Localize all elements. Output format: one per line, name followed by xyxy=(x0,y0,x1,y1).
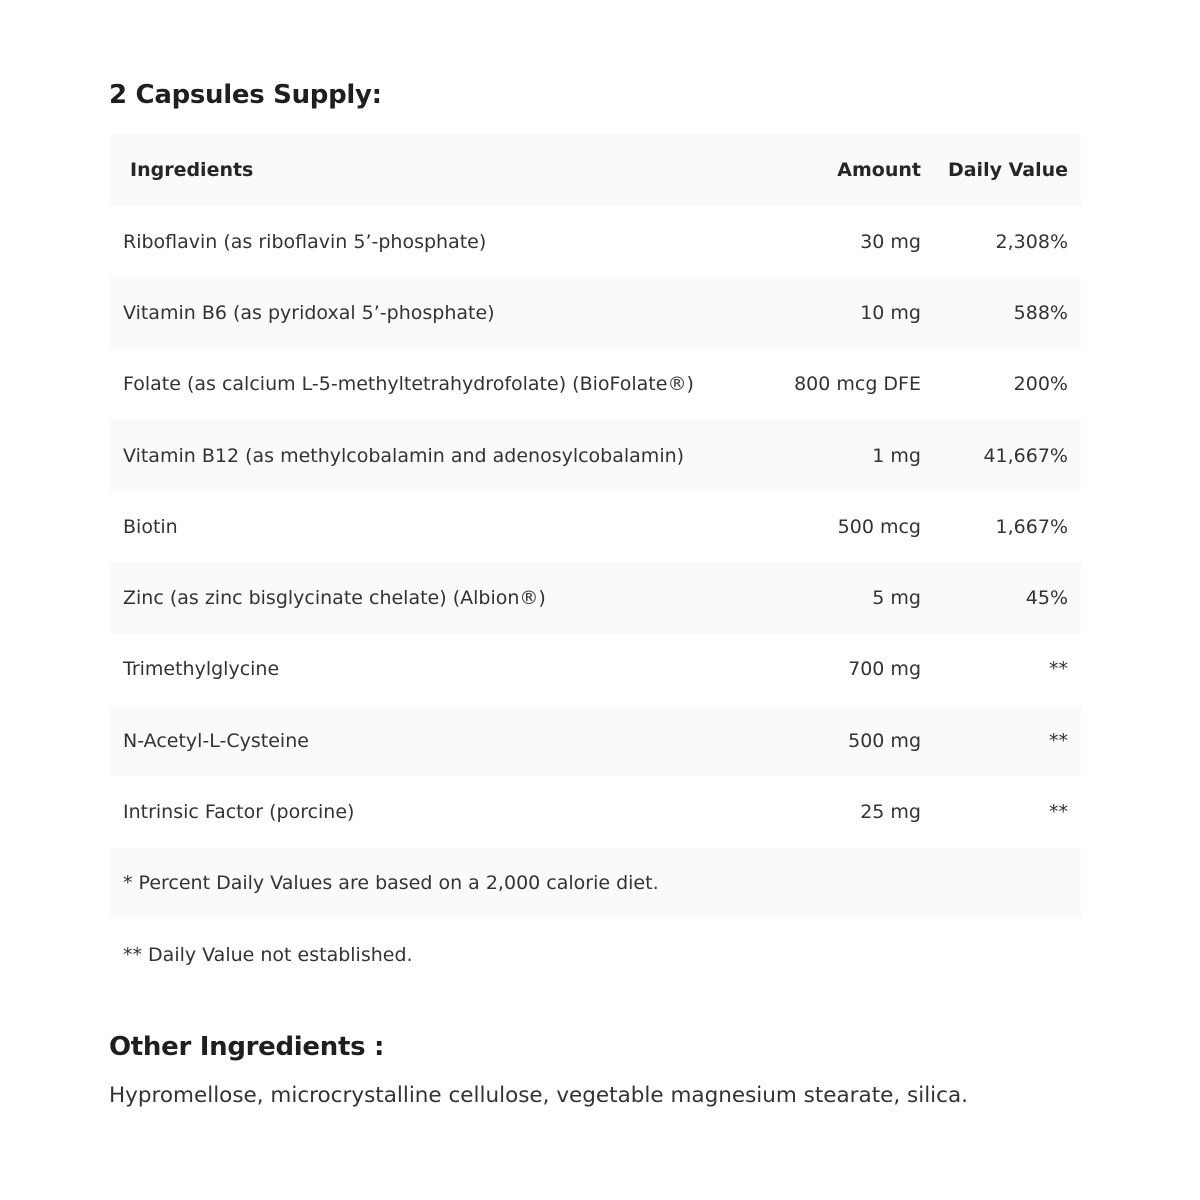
ingredient-name: N-Acetyl-L-Cysteine xyxy=(123,729,309,752)
ingredient-daily-value: 200% xyxy=(1013,373,1068,396)
footnote-row xyxy=(109,919,1081,990)
ingredient-daily-value: ** xyxy=(1049,729,1068,752)
header-ingredients: Ingredients xyxy=(130,159,254,181)
ingredient-name: Vitamin B12 (as methylcobalamin and adenosylcobalamin) xyxy=(123,444,685,467)
footnote-row xyxy=(109,848,1081,919)
ingredient-daily-value: 588% xyxy=(1013,301,1068,324)
ingredient-amount: 5 mg xyxy=(872,587,921,610)
table-row xyxy=(109,634,1081,705)
supply-title: 2 Capsules Supply: xyxy=(109,80,382,110)
footnote-dv-not-established: ** Daily Value not established. xyxy=(123,943,413,966)
ingredient-amount: 500 mg xyxy=(848,729,921,752)
other-ingredients-title: Other Ingredients : xyxy=(109,1032,385,1062)
table-row xyxy=(109,206,1081,277)
ingredient-amount: 800 mcg DFE xyxy=(794,373,921,396)
ingredient-amount: 1 mg xyxy=(872,444,921,467)
ingredient-daily-value: 1,667% xyxy=(995,515,1068,538)
table-row xyxy=(109,776,1081,847)
ingredient-daily-value: ** xyxy=(1049,801,1068,824)
ingredients-table xyxy=(109,134,1081,990)
table-row xyxy=(109,705,1081,776)
ingredient-name: Riboflavin (as riboflavin 5’-phosphate) xyxy=(123,230,487,253)
ingredient-daily-value: 45% xyxy=(1025,587,1068,610)
ingredient-daily-value: 41,667% xyxy=(983,444,1068,467)
table-row xyxy=(109,562,1081,633)
ingredient-amount: 10 mg xyxy=(860,301,921,324)
ingredient-name: Intrinsic Factor (porcine) xyxy=(123,801,355,824)
ingredient-amount: 25 mg xyxy=(860,801,921,824)
ingredient-name: Zinc (as zinc bisglycinate chelate) (Albion®) xyxy=(123,587,546,610)
ingredient-name: Biotin xyxy=(123,515,178,538)
header-amount: Amount xyxy=(837,159,921,181)
table-row xyxy=(109,349,1081,420)
table-row xyxy=(109,491,1081,562)
ingredient-daily-value: ** xyxy=(1049,658,1068,681)
ingredient-name: Folate (as calcium L-5-methyltetrahydrofolate) (BioFolate®) xyxy=(123,373,694,396)
table-row xyxy=(109,277,1081,348)
table-row xyxy=(109,420,1081,491)
ingredient-amount: 30 mg xyxy=(860,230,921,253)
footnote-percent-dv: * Percent Daily Values are based on a 2,000 calorie diet. xyxy=(123,872,659,895)
ingredient-name: Trimethylglycine xyxy=(123,658,280,681)
ingredient-daily-value: 2,308% xyxy=(995,230,1068,253)
other-ingredients-text: Hypromellose, microcrystalline cellulose, vegetable magnesium stearate, silica. xyxy=(109,1083,968,1108)
ingredient-name: Vitamin B6 (as pyridoxal 5’-phosphate) xyxy=(123,301,495,324)
ingredient-amount: 700 mg xyxy=(848,658,921,681)
ingredient-amount: 500 mcg xyxy=(837,515,921,538)
header-daily-value: Daily Value xyxy=(947,159,1068,181)
table-header xyxy=(109,134,1081,206)
